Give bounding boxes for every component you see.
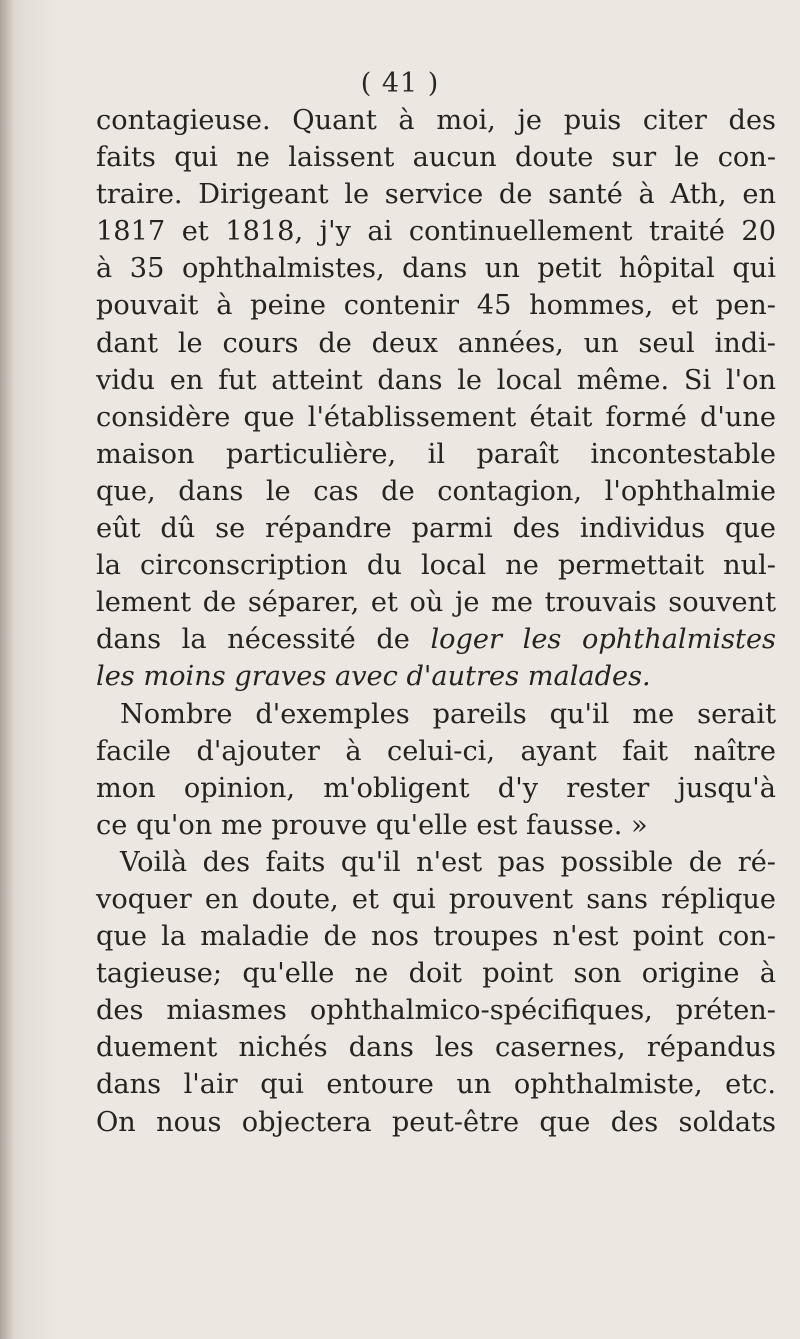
text-line — [96, 992, 776, 1029]
page-number: ( 41 ) — [360, 68, 440, 99]
text-line-roman: considère que l'établissement était formé d'une — [96, 401, 776, 433]
text-line-roman: Nombre d'exemples pareils qu'il me serait — [120, 698, 776, 730]
text-line-roman: dans l'air qui entoure un ophthalmiste, etc. — [96, 1069, 776, 1101]
text-line — [96, 621, 776, 658]
text-line — [96, 102, 776, 139]
text-line-roman: tagieuse; qu'elle ne doit point son origine à — [96, 958, 776, 990]
text-line — [96, 733, 776, 770]
text-line — [96, 584, 776, 621]
text-line-roman: dant le cours de deux années, un seul indi- — [96, 327, 776, 359]
text-line-roman: à 35 ophthalmistes, dans un petit hôpital qui — [96, 253, 776, 285]
text-line-roman: que, dans le cas de contagion, l'ophthalmie — [96, 475, 776, 507]
text-line-roman: faits qui ne laissent aucun doute sur le con- — [96, 142, 776, 174]
text-line — [96, 399, 776, 436]
text-line-roman: mon opinion, m'obligent d'y rester jusqu'à — [96, 772, 776, 804]
text-line — [96, 139, 776, 176]
text-line — [96, 287, 776, 324]
text-line — [96, 213, 776, 250]
text-line — [96, 658, 776, 695]
text-line — [96, 1066, 776, 1103]
text-line-roman: Voilà des faits qu'il n'est pas possible de ré- — [120, 846, 776, 878]
text-line — [96, 807, 776, 844]
text-line — [96, 918, 776, 955]
text-line-roman: traire. Dirigeant le service de santé à Ath, en — [96, 179, 776, 211]
text-line — [96, 176, 776, 213]
text-line-roman: la circonscription du local ne permettait nul- — [96, 550, 776, 582]
text-line-roman: facile d'ajouter à celui-ci, ayant fait naître — [96, 735, 776, 767]
text-line-roman: eût dû se répandre parmi des individus que — [96, 513, 776, 545]
text-line — [96, 250, 776, 287]
text-line — [96, 436, 776, 473]
text-line — [96, 1029, 776, 1066]
text-line — [96, 473, 776, 510]
text-line-roman: ce qu'on me prouve qu'elle est fausse. » — [96, 809, 648, 841]
text-line-roman: 1817 et 1818, j'y ai continuellement traité 20 — [96, 216, 776, 248]
text-line — [96, 547, 776, 584]
text-line-roman: dans la nécessité de — [96, 624, 410, 656]
text-line — [96, 696, 776, 733]
body-text — [96, 102, 776, 1141]
text-line-roman: contagieuse. Quant à moi, je puis citer des — [96, 105, 776, 136]
text-line-italic: les moins graves avec d'autres malades. — [96, 661, 651, 693]
text-line — [96, 362, 776, 399]
text-line-italic: loger les ophthalmistes — [430, 624, 776, 656]
text-line-roman: voquer en doute, et qui prouvent sans réplique — [96, 883, 776, 915]
text-line — [96, 844, 776, 881]
text-line — [96, 955, 776, 992]
text-line-roman: des miasmes ophthalmico-spécifiques, préten- — [96, 995, 776, 1027]
text-line — [96, 1104, 776, 1141]
text-line — [96, 881, 776, 918]
text-line — [96, 325, 776, 362]
text-line — [96, 510, 776, 547]
text-line-roman: vidu en fut atteint dans le local même. Si l'on — [96, 364, 776, 396]
text-line — [96, 770, 776, 807]
text-line-roman: maison particulière, il paraît incontestable — [96, 438, 776, 470]
text-line-roman: On nous objectera peut-être que des soldats — [96, 1106, 776, 1138]
binding-shadow — [0, 0, 14, 1339]
text-line-roman: pouvait à peine contenir 45 hommes, et pen- — [96, 290, 776, 322]
text-line-roman: duement nichés dans les casernes, répandus — [96, 1032, 776, 1064]
text-line-roman: lement de séparer, et où je me trouvais souvent — [96, 587, 776, 619]
text-line-roman: que la maladie de nos troupes n'est point con- — [96, 921, 776, 953]
